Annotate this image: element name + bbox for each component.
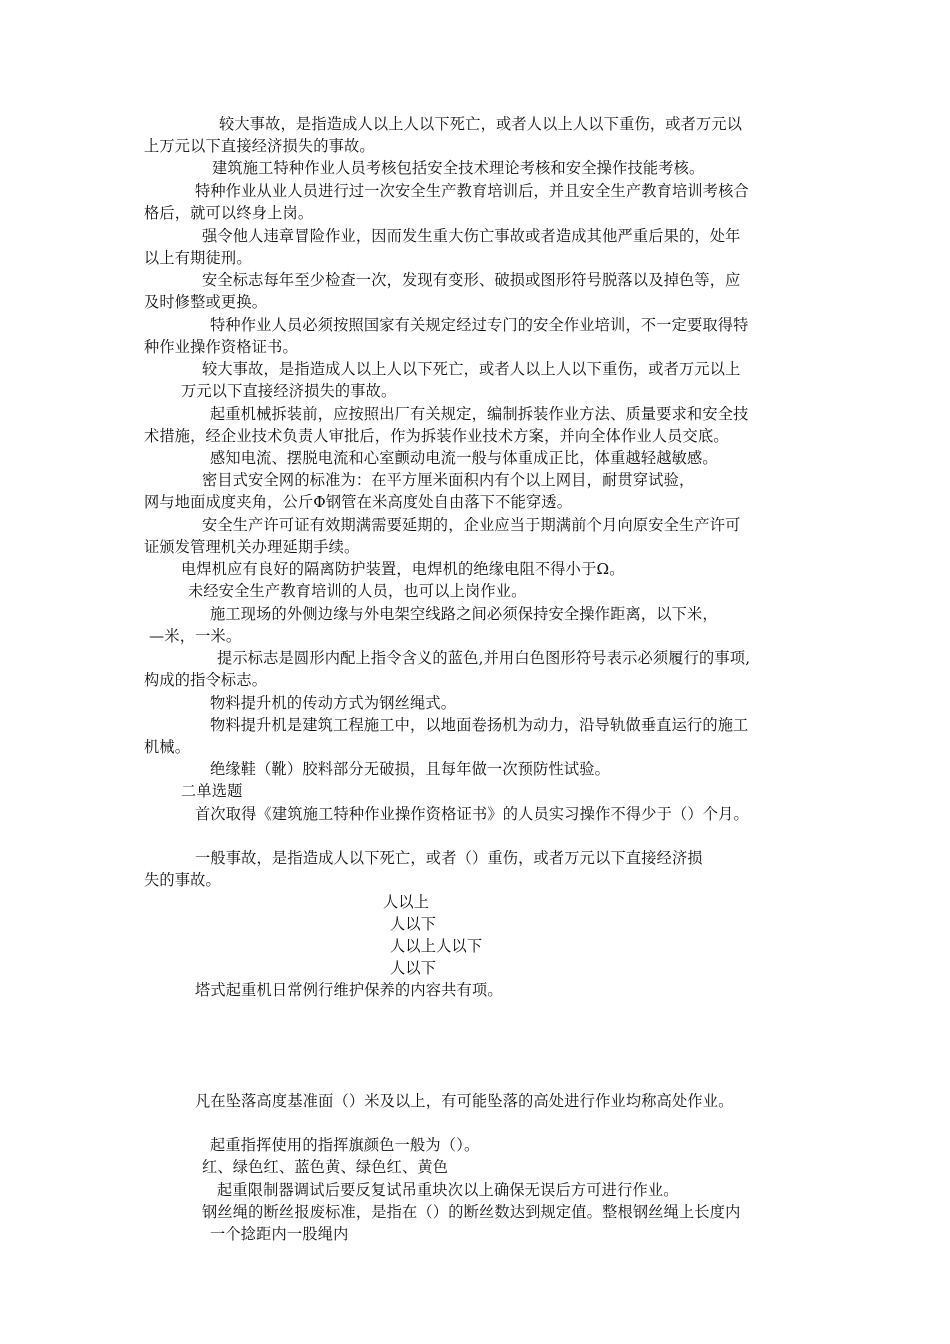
text-line: 特种作业从业人员进行过一次安全生产教育培训后，并且安全生产教育培训考核合 [195, 182, 749, 200]
text-line: 万元以下直接经济损失的事故。 [181, 382, 397, 400]
text-line: 种作业操作资格证书。 [144, 338, 298, 356]
text-line: 电焊机应有良好的隔离防护装置，电焊机的绝缘电阻不得小于Ω。 [181, 560, 625, 578]
answer-option: 人以上 [383, 893, 430, 911]
text-line: 密目式安全网的标准为：在平方厘米面积内有个以上网目，耐贯穿试验， [202, 471, 695, 489]
answer-option: 人以下 [390, 959, 437, 977]
text-line: 强令他人违章冒险作业，因而发生重大伤亡事故或者造成其他严重后果的，处年 [202, 227, 741, 245]
answer-option: 红、绿色红、蓝色黄、绿色红、黄色 [202, 1158, 449, 1176]
section-heading: 二单选题 [181, 782, 243, 800]
text-line: 机械。 [144, 738, 191, 756]
text-line: 物料提升机是建筑工程施工中，以地面卷扬机为动力，沿导轨做垂直运行的施工 [210, 716, 749, 734]
text-line: 上万元以下直接经济损失的事故。 [144, 137, 375, 155]
question-text: 首次取得《建筑施工特种作业操作资格证书》的人员实习操作不得少于（）个月。 [195, 805, 749, 823]
question-text: 塔式起重机日常例行维护保养的内容共有项。 [195, 981, 503, 999]
text-line: 提示标志是圆形内配上指令含义的蓝色,并用白色图形符号表示必须履行的事项, [217, 649, 751, 667]
text-line: 术措施，经企业技术负责人审批后，作为拆装作业技术方案，并向全体作业人员交底。 [144, 427, 729, 445]
question-text: 钢丝绳的断丝报废标准，是指在（）的断丝数达到规定值。整根钢丝绳上长度内 [202, 1203, 741, 1221]
text-line: 特种作业人员必须按照国家有关规定经过专门的安全作业培训，不一定要取得特 [210, 316, 749, 334]
text-line: 安全标志每年至少检查一次，发现有变形、破损或图形符号脱落以及掉色等，应 [202, 271, 741, 289]
answer-option: 人以下 [390, 915, 437, 933]
question-text: 失的事故。 [144, 871, 221, 889]
text-line: 感知电流、摆脱电流和心室颤动电流一般与体重成正比，体重越轻越敏感。 [210, 449, 718, 467]
text-line: 较大事故，是指造成人以上人以下死亡，或者人以上人以下重伤，或者万元以上 [202, 360, 741, 378]
text-line: 建筑施工特种作业人员考核包括安全技术理论考核和安全操作技能考核。 [212, 159, 705, 177]
answer-option: 人以上人以下 [390, 937, 483, 955]
text-line: 起重机械拆装前，应按照出厂有关规定，编制拆装作业方法、质量要求和安全技 [210, 405, 749, 423]
text-line: 以上有期徒刑。 [144, 249, 252, 267]
text-line: 安全生产许可证有效期满需要延期的，企业应当于期满前个月向原安全生产许可 [202, 516, 741, 534]
text-line: 较大事故，是指造成人以上人以下死亡，或者人以上人以下重伤，或者万元以 [219, 115, 743, 133]
question-text: 一般事故，是指造成人以下死亡，或者（）重伤，或者万元以下直接经济损 [195, 849, 703, 867]
text-line: 及时修整或更换。 [144, 293, 268, 311]
text-line: 绝缘鞋（靴）胶料部分无破损，且每年做一次预防性试验。 [210, 760, 611, 778]
text-line: 施工现场的外侧边缘与外电架空线路之间必须保持安全操作距离，以下米， [210, 605, 718, 623]
question-text: 凡在坠落高度基准面（）米及以上，有可能坠落的高处进行作业均称高处作业。 [195, 1092, 734, 1110]
text-line: 物料提升机的传动方式为钢丝绳式。 [210, 694, 457, 712]
text-line: 证颁发管理机关办理延期手续。 [144, 538, 360, 556]
answer-option: 一个捻距内一股绳内 [210, 1225, 349, 1243]
question-text: 起重限制器调试后要反复试吊重块次以上确保无误后方可进行作业。 [217, 1181, 679, 1199]
text-line: 未经安全生产教育培训的人员，也可以上岗作业。 [188, 582, 527, 600]
text-line: —米，一米。 [149, 627, 242, 645]
text-line: 构成的指令标志。 [144, 671, 268, 689]
text-line: 格后，就可以终身上岗。 [144, 204, 314, 222]
text-line: 网与地面成度夹角，公斤Φ钢管在米高度处自由落下不能穿透。 [144, 493, 573, 511]
question-text: 起重指挥使用的指挥旗颜色一般为（）。 [210, 1136, 480, 1154]
